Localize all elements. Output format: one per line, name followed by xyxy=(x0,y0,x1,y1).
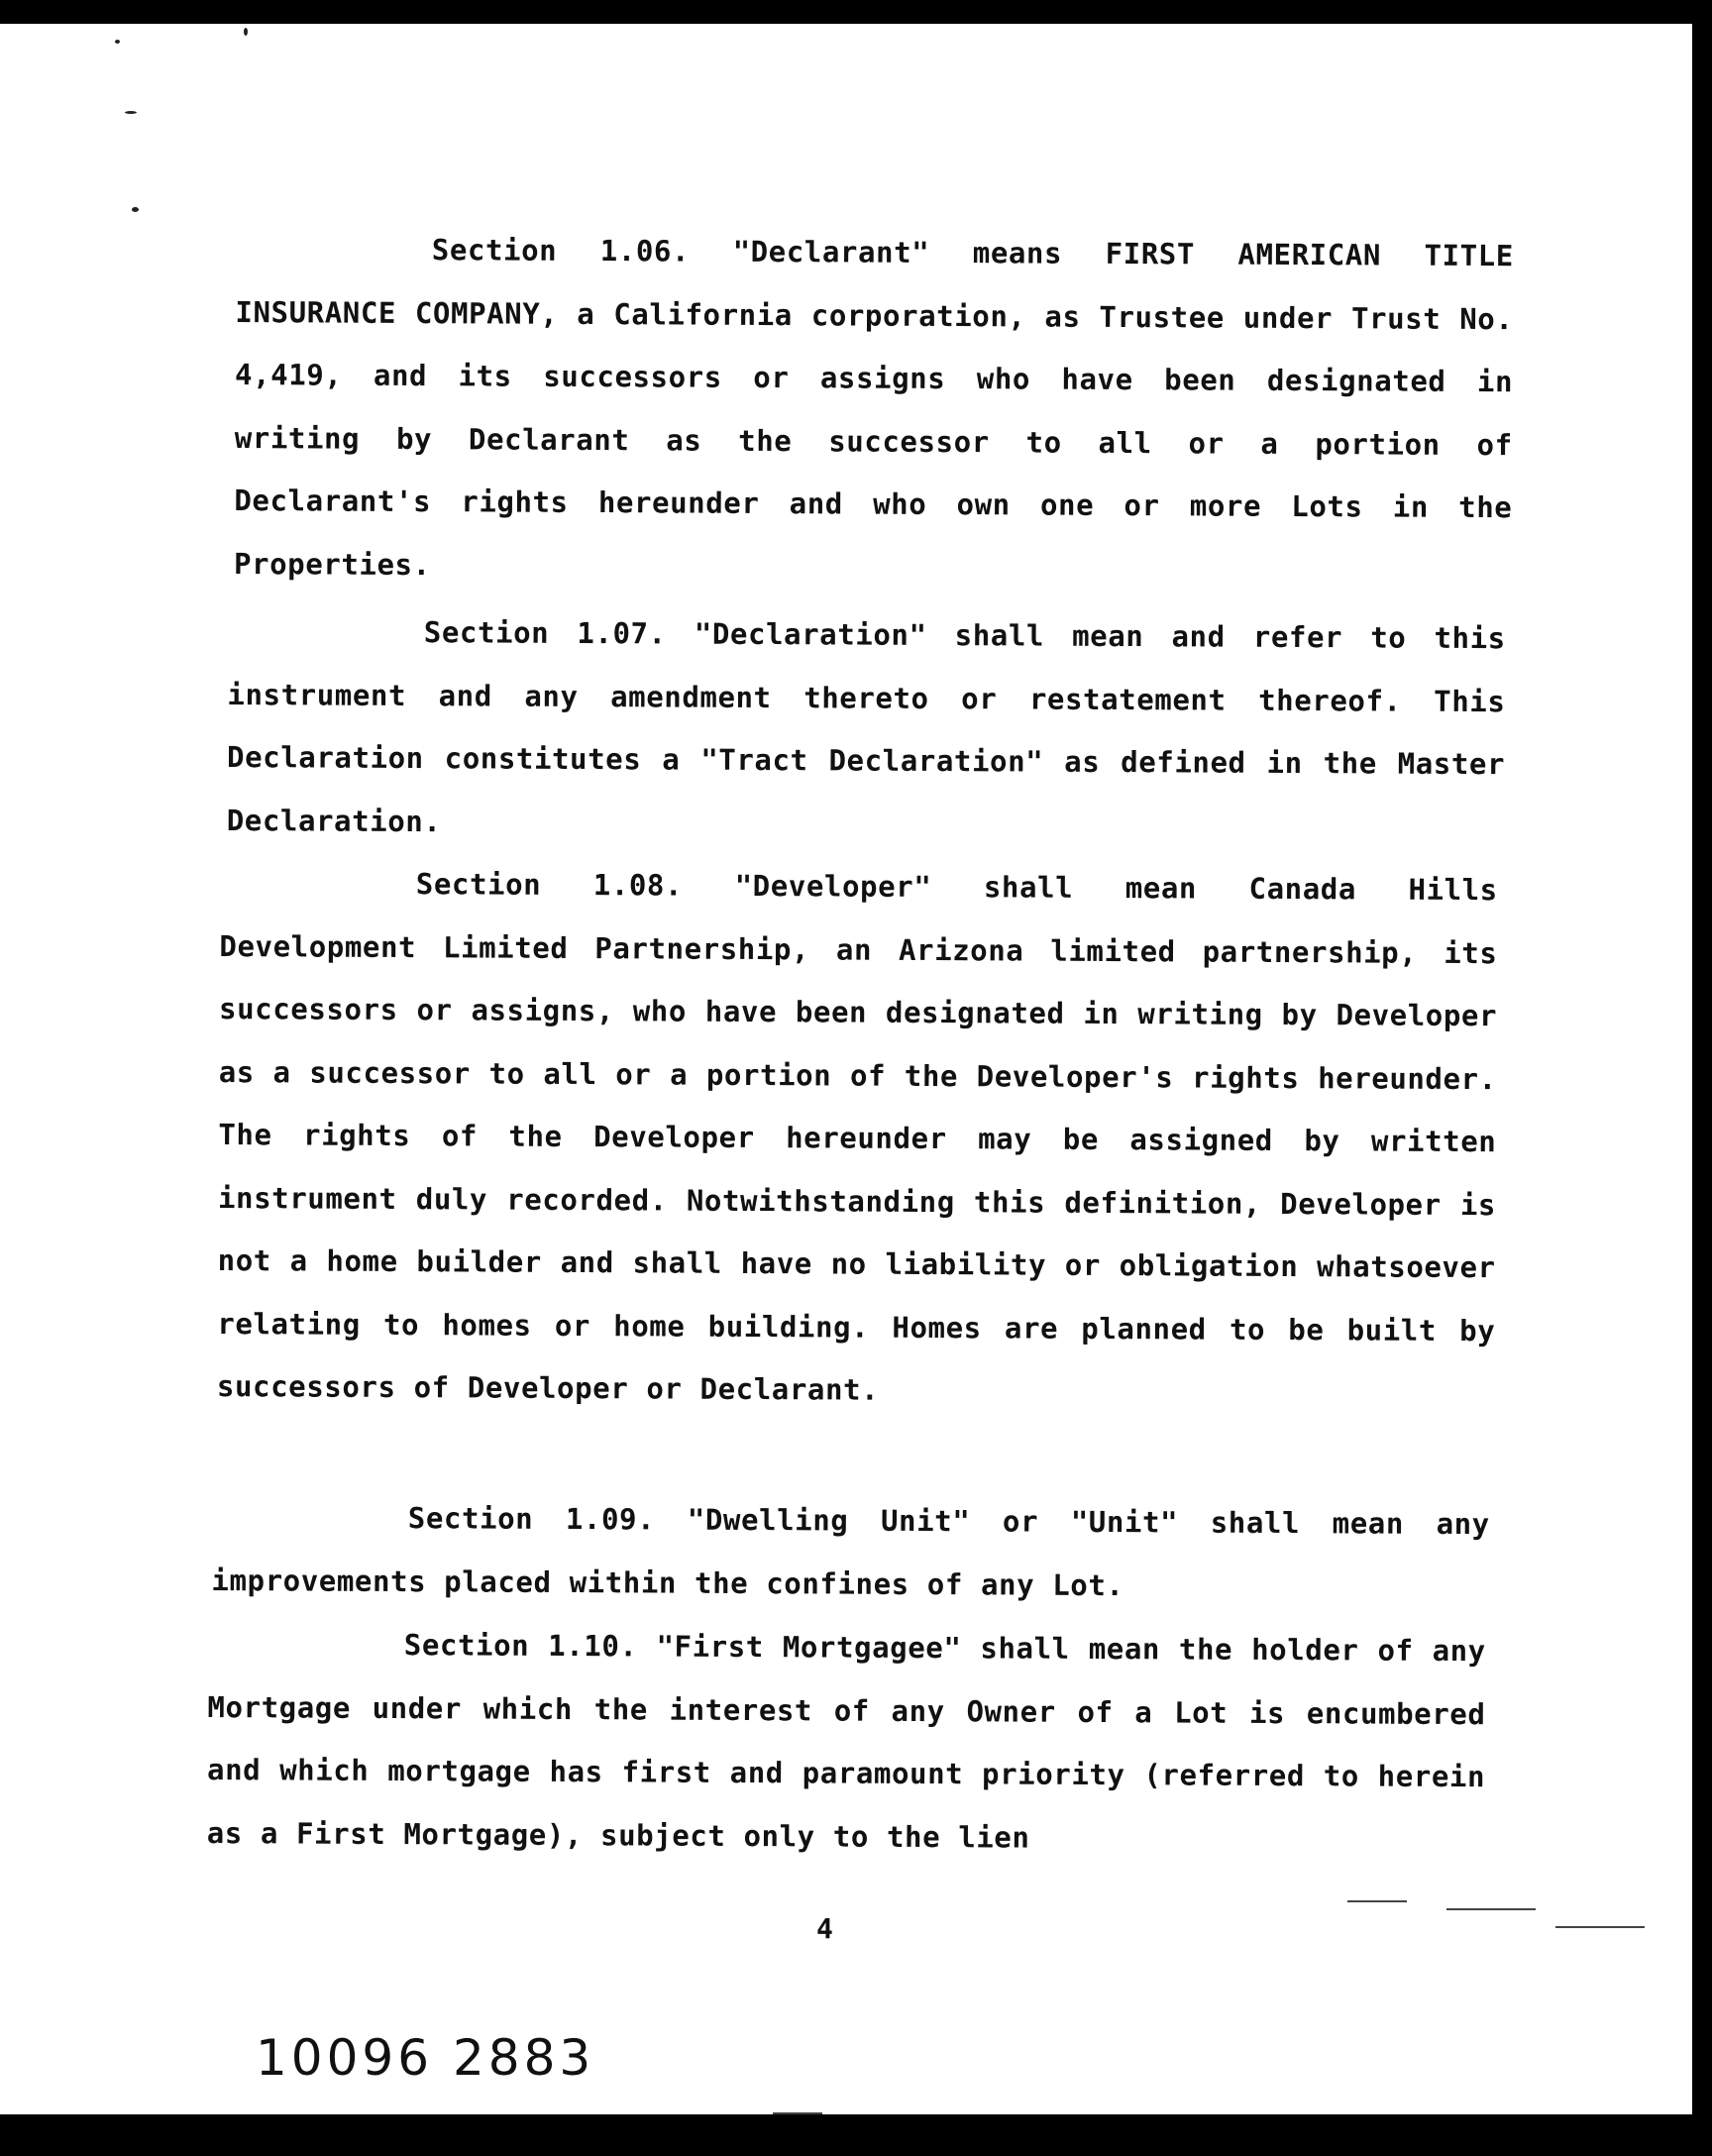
scan-bottom-edge xyxy=(0,2114,1712,2156)
section-1-06-paragraph: Section 1.06. "Declarant" means FIRST AMERICAN TITLE INSURANCE COMPANY, a California corporation, as Trustee under Trust No. 4,419, and its successors or assigns who have been designated in writing by Declarant as the successor to all or a portion of Declarant's rights hereunder and who own one or more Lots in the Properties. xyxy=(233,233,1514,582)
scan-dash xyxy=(1555,1926,1645,1928)
scan-speck xyxy=(132,207,139,212)
page-number: 4 xyxy=(816,1912,833,1945)
document-stamp: 10096 2883 xyxy=(256,2029,595,2087)
scan-speck xyxy=(244,28,248,36)
section-1-08-paragraph: Section 1.08. "Developer" shall mean Canada Hills Development Limited Partnership, an Arizona limited partnership, its successors or assigns, who have been designated in writing by Developer as a successor to all or a portion of the Developer's rights hereunder. The rights of the Developer hereunder may be assigned by written instrument duly recorded. Notwithstanding this definition, Developer is not a home builder and shall have no liability or obligation whatsoever relating to homes or home building. Homes are planned to be built by successors of Developer or Declarant. xyxy=(216,867,1498,1407)
scan-dash xyxy=(1347,1900,1407,1902)
scan-dash xyxy=(773,2112,822,2114)
scan-speck xyxy=(125,111,137,114)
section-1-10-paragraph: Section 1.10. "First Mortgagee" shall mean the holder of any Mortgage under which the interest of any Owner of a Lot is encumbered and which mortgage has first and paramount priority (referred to herein as a First Mortgage), subject only to the lien xyxy=(206,1628,1486,1855)
scan-edge xyxy=(1692,0,1712,2156)
section-1-07-paragraph: Section 1.07. "Declaration" shall mean and refer to this instrument and any amendment thereto or restatement thereof. This Declaration constitutes a "Tract Declaration" as defined in the Master Declaration. xyxy=(226,615,1506,838)
scan-speck xyxy=(115,40,120,44)
section-1-09-paragraph: Section 1.09. "Dwelling Unit" or "Unit" shall mean any improvements placed within the confines of any Lot. xyxy=(211,1501,1490,1602)
scan-dash xyxy=(1446,1908,1536,1910)
